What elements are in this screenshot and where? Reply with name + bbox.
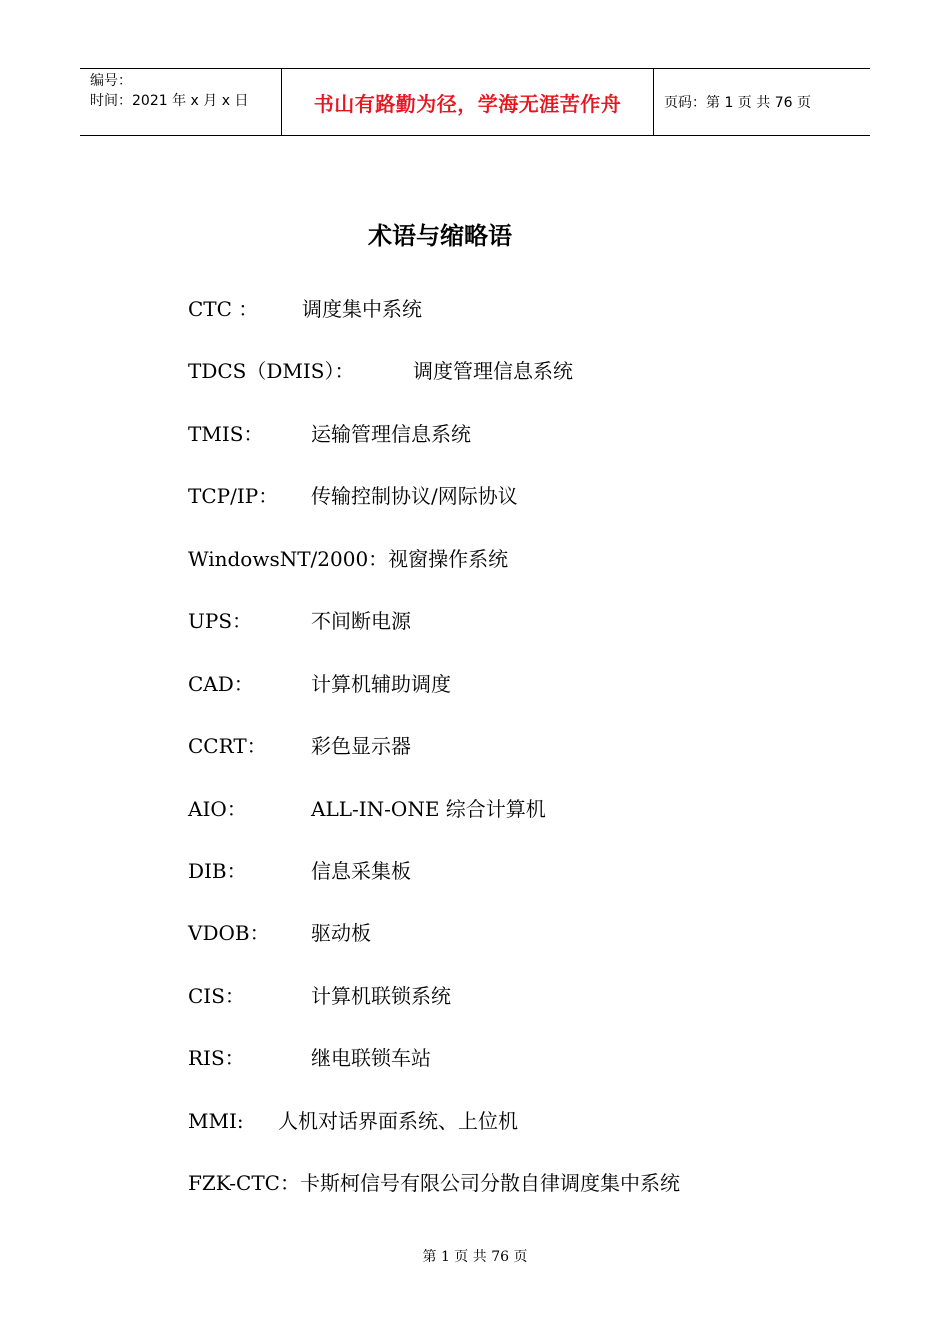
header-table [80,68,870,136]
term-abbr: CTC ： [188,297,259,321]
term-definition: 彩色显示器 [311,734,411,758]
term-inline: WindowsNT/2000：视窗操作系统 [188,547,509,571]
term-abbr: RIS： [188,1046,245,1070]
term-definition: ALL-IN-ONE 综合计算机 [311,797,546,821]
term-definition: 继电联锁车站 [311,1046,431,1070]
header-motto-cell [282,69,654,135]
time-label: 时间：2021 年 x 月 x 日 [90,93,249,109]
term-abbr: CAD： [188,672,254,696]
term-definition: 计算机辅助调度 [311,672,451,696]
header-page-cell [654,69,870,135]
motto-text: 书山有路勤为径，学海无涯苦作舟 [313,91,622,116]
page-title: 术语与缩略语 [368,222,512,250]
page-footer: 第 1 页 共 76 页 [422,1249,528,1265]
term-definition: 人机对话界面系统、上位机 [278,1109,518,1133]
term-abbr: CIS： [188,984,245,1008]
header-info-cell [80,69,282,135]
term-inline: FZK-CTC：卡斯柯信号有限公司分散自律调度集中系统 [188,1171,680,1195]
term-definition: 信息采集板 [311,859,411,883]
number-label: 编号： [90,73,132,89]
term-abbr: MMI: [188,1109,244,1133]
term-abbr: AIO： [188,797,247,821]
term-definition: 计算机联锁系统 [311,984,451,1008]
page-info: 页码：第 1 页 共 76 页 [664,95,811,111]
term-abbr: DIB： [188,859,247,883]
term-abbr: TDCS（DMIS）： [188,359,355,383]
term-definition: 调度管理信息系统 [413,359,573,383]
term-abbr: CCRT： [188,734,267,758]
term-definition: 驱动板 [311,921,371,945]
term-abbr: TMIS： [188,422,264,446]
term-definition: 不间断电源 [311,609,411,633]
term-abbr: TCP/IP： [188,484,279,508]
term-abbr: VDOB： [188,921,270,945]
term-definition: 调度集中系统 [302,297,422,321]
term-abbr: UPS： [188,609,253,633]
term-definition: 传输控制协议/网际协议 [311,484,518,508]
term-definition: 运输管理信息系统 [311,422,471,446]
